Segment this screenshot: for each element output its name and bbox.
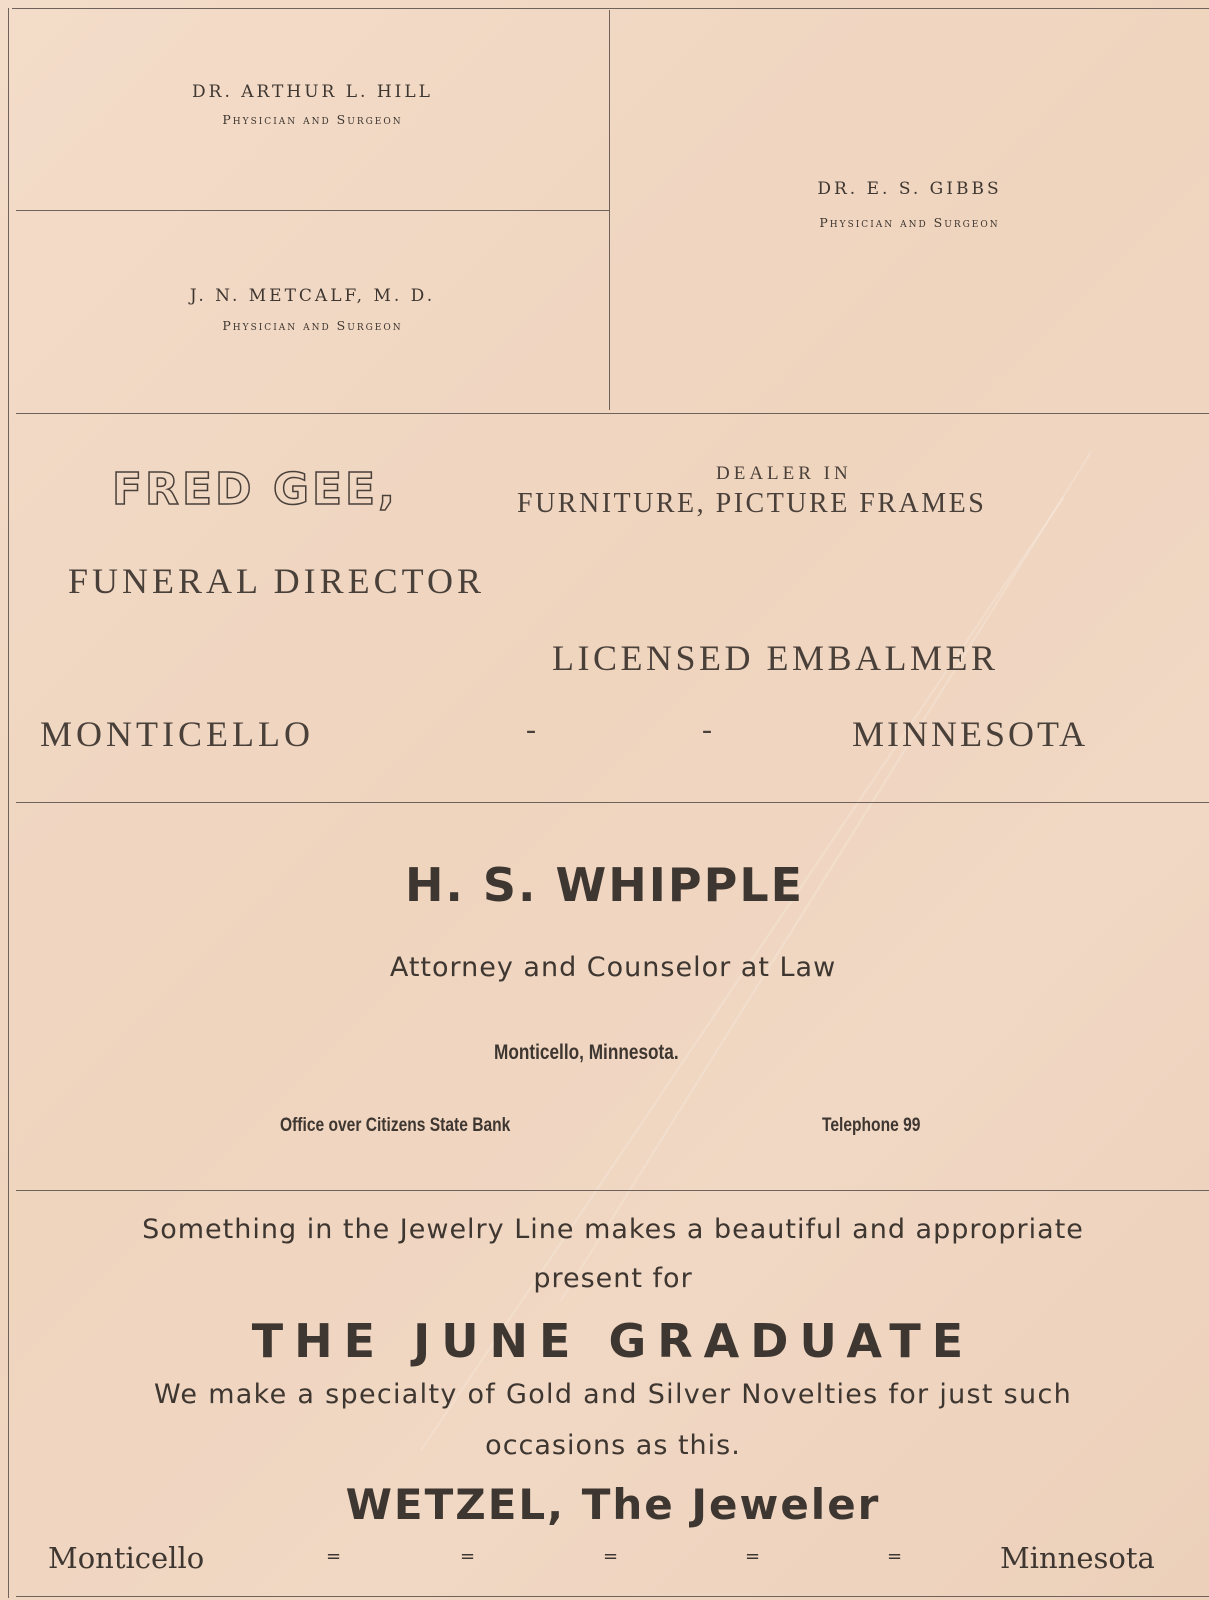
- wetzel-sep: =: [460, 1546, 476, 1567]
- wetzel-sep: =: [326, 1546, 342, 1567]
- wetzel-line1: Something in the Jewelry Line makes a beautiful and appropriate: [142, 1214, 1084, 1245]
- gee-dash: -: [526, 713, 541, 746]
- wetzel-sep: =: [745, 1546, 761, 1567]
- section-rule: [16, 413, 1209, 414]
- wetzel-sep: =: [887, 1546, 903, 1567]
- wetzel-name: WETZEL, The Jeweler: [345, 1480, 881, 1529]
- gee-city: MONTICELLO: [40, 714, 314, 754]
- gee-name: FRED GEE,: [112, 464, 398, 515]
- wetzel-city: Monticello: [48, 1541, 205, 1575]
- section-rule: [16, 802, 1209, 803]
- gee-goods: FURNITURE, PICTURE FRAMES: [517, 488, 987, 519]
- wetzel-headline: THE JUNE GRADUATE: [251, 1314, 975, 1368]
- wetzel-line2: present for: [533, 1263, 693, 1294]
- section-rule: [16, 1190, 1209, 1191]
- whipple-office: Office over Citizens State Bank: [280, 1115, 511, 1136]
- card-title: Physician and Surgeon: [222, 112, 403, 127]
- wetzel-line4: occasions as this.: [485, 1430, 741, 1461]
- wetzel-state: Minnesota: [1000, 1541, 1155, 1575]
- gee-embalmer: LICENSED EMBALMER: [552, 638, 999, 678]
- gee-funeral: FUNERAL DIRECTOR: [68, 561, 486, 601]
- whipple-name: H. S. WHIPPLE: [404, 858, 805, 912]
- top-rule: [12, 8, 1209, 9]
- gee-dash: -: [702, 713, 717, 746]
- card-name: DR. ARTHUR L. HILL: [192, 82, 433, 102]
- gee-dealer-in: DEALER IN: [716, 463, 852, 484]
- card-name: DR. E. S. GIBBS: [817, 179, 1002, 199]
- card-title: Physician and Surgeon: [819, 215, 1000, 230]
- whipple-location: Monticello, Minnesota.: [494, 1041, 679, 1064]
- section-rule: [16, 1596, 1209, 1597]
- card-divider-horizontal: [16, 210, 609, 211]
- card-divider-vertical: [609, 10, 610, 410]
- gee-state: MINNESOTA: [852, 714, 1089, 754]
- whipple-profession: Attorney and Counselor at Law: [389, 952, 837, 983]
- whipple-telephone: Telephone 99: [822, 1115, 921, 1136]
- card-title: Physician and Surgeon: [222, 318, 403, 333]
- wetzel-line3: We make a specialty of Gold and Silver Novelties for just such: [153, 1379, 1073, 1410]
- card-name: J. N. METCALF, M. D.: [189, 286, 436, 306]
- wetzel-sep: =: [603, 1546, 619, 1567]
